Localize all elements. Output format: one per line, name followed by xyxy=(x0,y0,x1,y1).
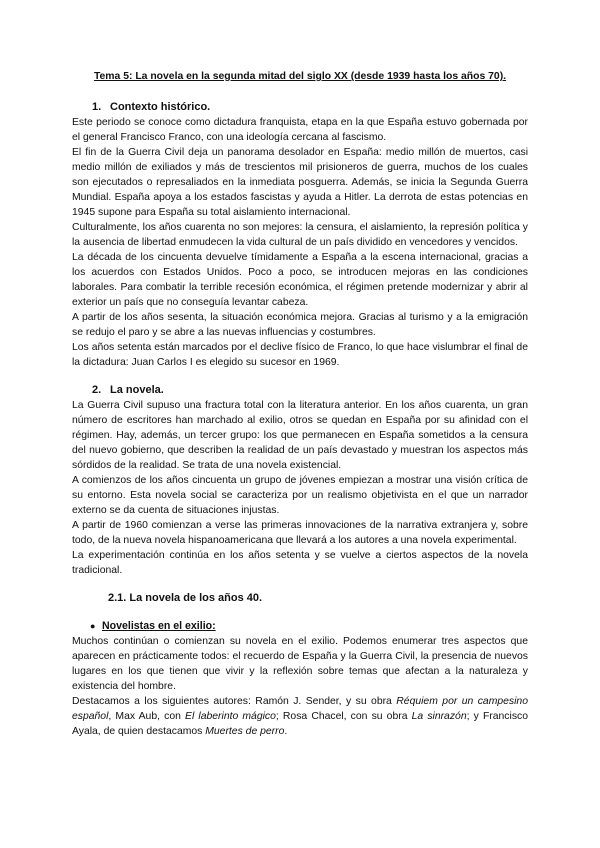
paragraph: El fin de la Guerra Civil deja un panorama desolador en España: medio millón de muertos, casi medio millón de exiliados y más de trescientos mil prisioneros de guerra, muchos de los cuales son ejecutados o represaliados en la inmediata posguerra. Además, se inicia la Segunda Guerra Mundial. España apoya a los estados fascistas y ayuda a Hitler. La derrota de estas potencias en 1945 supone para España su total aislamiento internacional. xyxy=(72,147,528,218)
section-number: 2. xyxy=(92,384,102,396)
text-run: . xyxy=(284,726,288,737)
section-heading-contexto xyxy=(72,100,528,115)
paragraph: A partir de los años sesenta, la situación económica mejora. Gracias al turismo y a la emigración se redujo el paro y se abre a las nuevas influencias y costumbres. xyxy=(72,312,528,338)
paragraph: A comienzos de los años cincuenta un grupo de jóvenes empiezan a mostrar una visión crítica de su entorno. Esta novela social se caracteriza por un realismo objetivista en el que un narrador externo se da cuenta de situaciones injustas. xyxy=(72,475,528,516)
paragraph: La Guerra Civil supuso una fractura total con la literatura anterior. En los años cuarenta, un gran número de escritores han marchado al exilio, otros se quedan en España por su afinidad con el régimen. Hay, además, un tercer grupo: los que permanecen en España sometidos a la censura del nuevo gobierno, que describen la realidad de un país devastado y muestran los aspectos más sórdidos de la realidad. Se trata de una novela existencial. xyxy=(72,400,528,471)
paragraph: La década de los cincuenta devuelve tímidamente a España a la escena internacional, gracias a los acuerdos con Estados Unidos. Poco a poco, se introducen mejoras en las condiciones laborales. Para combatir la terrible recesión económica, el régimen pretende modernizar y abrir al exterior un país que no conseguía levantar cabeza. xyxy=(72,252,528,308)
subsection-heading-anos-40: 2.1. La novela de los años 40. xyxy=(108,592,263,604)
paragraph: A partir de 1960 comienzan a verse las primeras innovaciones de la narrativa extranjera y, sobre todo, de la nueva novela hispanoamericana que llevará a los autores a una novela experimental. xyxy=(72,520,528,546)
paragraph: Culturalmente, los años cuarenta no son mejores: la censura, el aislamiento, la represión política y la ausencia de libertad enmudecen la vida cultural de un país dividido en vencedores y vencidos. xyxy=(72,222,528,248)
section-title: La novela. xyxy=(110,384,164,396)
work-title: La sinrazón xyxy=(411,711,467,722)
section-title: Contexto histórico. xyxy=(110,101,211,113)
text-run: Destacamos a los siguientes autores: Ramón J. Sender, y su obra xyxy=(72,696,397,707)
text-run: ; y Francisco Ayala, de quien destacamos xyxy=(72,711,528,737)
document-title: Tema 5: La novela en la segunda mitad del siglo XX (desde 1939 hasta los años 70). xyxy=(93,71,507,82)
work-title: El laberinto mágico xyxy=(185,711,276,722)
work-title: Réquiem por un campesino español xyxy=(72,696,528,722)
paragraph: Este periodo se conoce como dictadura franquista, etapa en la que España estuvo gobernada por el general Francisco Franco, con una ideología cercana al fascismo. xyxy=(72,117,528,143)
text-run: ; Rosa Chacel, con su obra xyxy=(275,711,412,722)
paragraph: La experimentación continúa en los años setenta y se vuelve a ciertos aspectos de la novela tradicional. xyxy=(72,550,528,576)
bullet-icon: ● xyxy=(90,621,96,631)
bullet-heading-text: Novelistas en el exilio: xyxy=(102,620,216,632)
section-heading-novela xyxy=(72,383,528,398)
bullet-heading-exilio xyxy=(72,619,528,634)
paragraph: Los años setenta están marcados por el declive físico de Franco, lo que hace vislumbrar el final de la dictadura: Juan Carlos I es elegido su sucesor en 1969. xyxy=(72,342,528,368)
work-title: Muertes de perro xyxy=(205,726,285,737)
document-page xyxy=(72,70,528,739)
paragraph-authors xyxy=(72,694,528,739)
paragraph: Muchos continúan o comienzan su novela en el exilio. Podemos enumerar tres aspectos que aparecen en prácticamente todos: el recuerdo de España y la Guerra Civil, la presencia de nuevos lugares en los que tienen que vivir y la reflexión sobre temas que afectan a la naturaleza y existencia del hombre. xyxy=(72,636,528,692)
text-run: , Max Aub, con xyxy=(108,711,186,722)
section-number: 1. xyxy=(92,101,102,113)
